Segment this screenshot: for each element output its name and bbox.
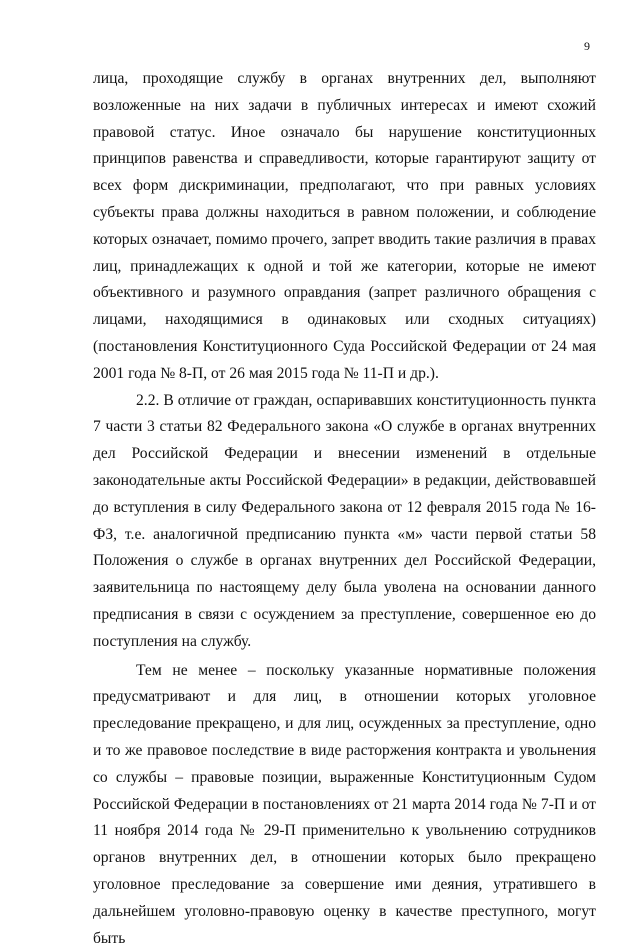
document-body <box>93 66 596 952</box>
paragraph-nevertheless: Тем не менее – поскольку указанные нормативные положения предусматривают и для лиц, в отношении которых уголовное преследование прекращено, и для лиц, осужденных за преступление, одно и то же правовое последствие в виде расторжения контракта и увольнения со службы – правовые позиции, выраженные Конституционным Судом Российской Федерации в постановлениях от 21 марта 2014 года № 7-П и от 11 ноября 2014 года № 29-П применительно к увольнению сотрудников органов внутренних дел, в отношении которых было прекращено уголовное преследование за совершение ими деяния, утратившего в дальнейшем уголовно-правовую оценку в качестве преступного, могут быть <box>93 661 596 947</box>
page-number: 9 <box>584 39 590 53</box>
paragraph-2-2: 2.2. В отличие от граждан, оспаривавших конституционность пункта 7 части 3 статьи 82 Федерального закона «О службе в органах внутренних дел Российской Федерации и внесении изменений в отдельные законодательные акты Российской Федерации» в редакции, действовавшей до вступления в силу Федерального закона от 12 февраля 2015 года № 16-ФЗ, т.е. аналогичной предписанию пункта «м» части первой статьи 58 Положения о службе в органах внутренних дел Российской Федерации, заявительница по настоящему делу была уволена на основании данного предписания в связи с осуждением за преступление, совершенное ею до поступления на службу. <box>93 391 596 650</box>
paragraph-continuation: лица, проходящие службу в органах внутренних дел, выполняют возложенные на них задачи в публичных интересах и имеют схожий правовой статус. Иное означало бы нарушение конституционных принципов равенства и справедливости, которые гарантируют защиту от всех форм дискриминации, предполагают, что при равных условиях субъекты права должны находиться в равном положении, и соблюдение которых означает, помимо прочего, запрет вводить такие различия в правах лиц, принадлежащих к одной и той же категории, которые не имеют объективного и разумного оправдания (запрет различного обращения с лицами, находящимися в одинаковых или сходных ситуациях) (постановления Конституционного Суда Российской Федерации от 24 мая 2001 года № 8-П, от 26 мая 2015 года № 11-П и др.). <box>93 70 596 382</box>
